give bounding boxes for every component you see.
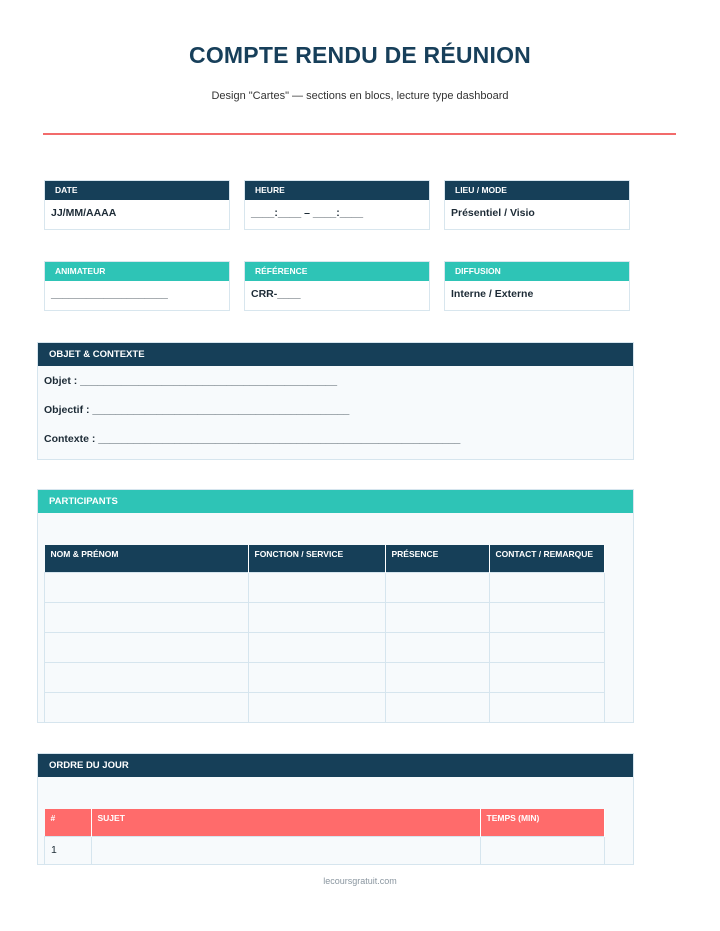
col-number: # [45, 809, 92, 836]
footer-source[interactable]: lecoursgratuit.com [323, 876, 397, 886]
card-diffusion [444, 261, 630, 311]
table-row [45, 662, 605, 692]
card-reference-label: RÉFÉRENCE [245, 262, 429, 281]
card-date-value[interactable]: JJ/MM/AAAA [51, 207, 117, 219]
card-animateur-value[interactable]: ____________________ [51, 288, 168, 300]
ordre-row-sujet[interactable] [91, 836, 480, 864]
section-objet-header: OBJET & CONTEXTE [38, 343, 633, 366]
field-objectif[interactable]: Objectif : ____________________________________________ [44, 404, 350, 416]
col-temps: TEMPS (MIN) [480, 809, 605, 836]
section-participants-header: PARTICIPANTS [38, 490, 633, 513]
section-objet-contexte [37, 342, 634, 460]
page-subtitle: Design "Cartes" — sections en blocs, lecture type dashboard [211, 90, 509, 102]
card-lieu-label: LIEU / MODE [445, 181, 629, 200]
section-ordre-header: ORDRE DU JOUR [38, 754, 633, 777]
col-sujet: SUJET [91, 809, 480, 836]
card-diffusion-value[interactable]: Interne / Externe [451, 288, 534, 300]
title-divider [43, 133, 676, 135]
table-row [45, 632, 605, 662]
card-heure-label: HEURE [245, 181, 429, 200]
col-contact: CONTACT / REMARQUE [489, 545, 605, 572]
col-presence: PRÉSENCE [385, 545, 489, 572]
field-objet[interactable]: Objet : ____________________________________________ [44, 375, 338, 387]
table-row [45, 602, 605, 632]
card-heure-value[interactable]: ____:____ – ____:____ [251, 207, 364, 219]
card-heure [244, 180, 430, 230]
col-fonction: FONCTION / SERVICE [248, 545, 385, 572]
card-reference [244, 261, 430, 311]
page-title: COMPTE RENDU DE RÉUNION [189, 42, 531, 68]
table-row [45, 572, 605, 602]
table-row [45, 836, 605, 864]
ordre-table [44, 809, 605, 865]
section-participants [37, 489, 634, 723]
card-lieu-value[interactable]: Présentiel / Visio [451, 207, 535, 219]
section-ordre-du-jour [37, 753, 634, 865]
ordre-row-temps[interactable] [480, 836, 605, 864]
card-date [44, 180, 230, 230]
ordre-row-number: 1 [45, 836, 92, 864]
card-diffusion-label: DIFFUSION [445, 262, 629, 281]
card-animateur [44, 261, 230, 311]
card-lieu [444, 180, 630, 230]
participants-table [44, 545, 605, 723]
field-contexte[interactable]: Contexte : ______________________________________________________________ [44, 433, 461, 445]
card-date-label: DATE [45, 181, 229, 200]
col-nom: NOM & PRÉNOM [45, 545, 249, 572]
table-row [45, 692, 605, 722]
card-reference-value[interactable]: CRR-____ [251, 288, 301, 300]
card-animateur-label: ANIMATEUR [45, 262, 229, 281]
